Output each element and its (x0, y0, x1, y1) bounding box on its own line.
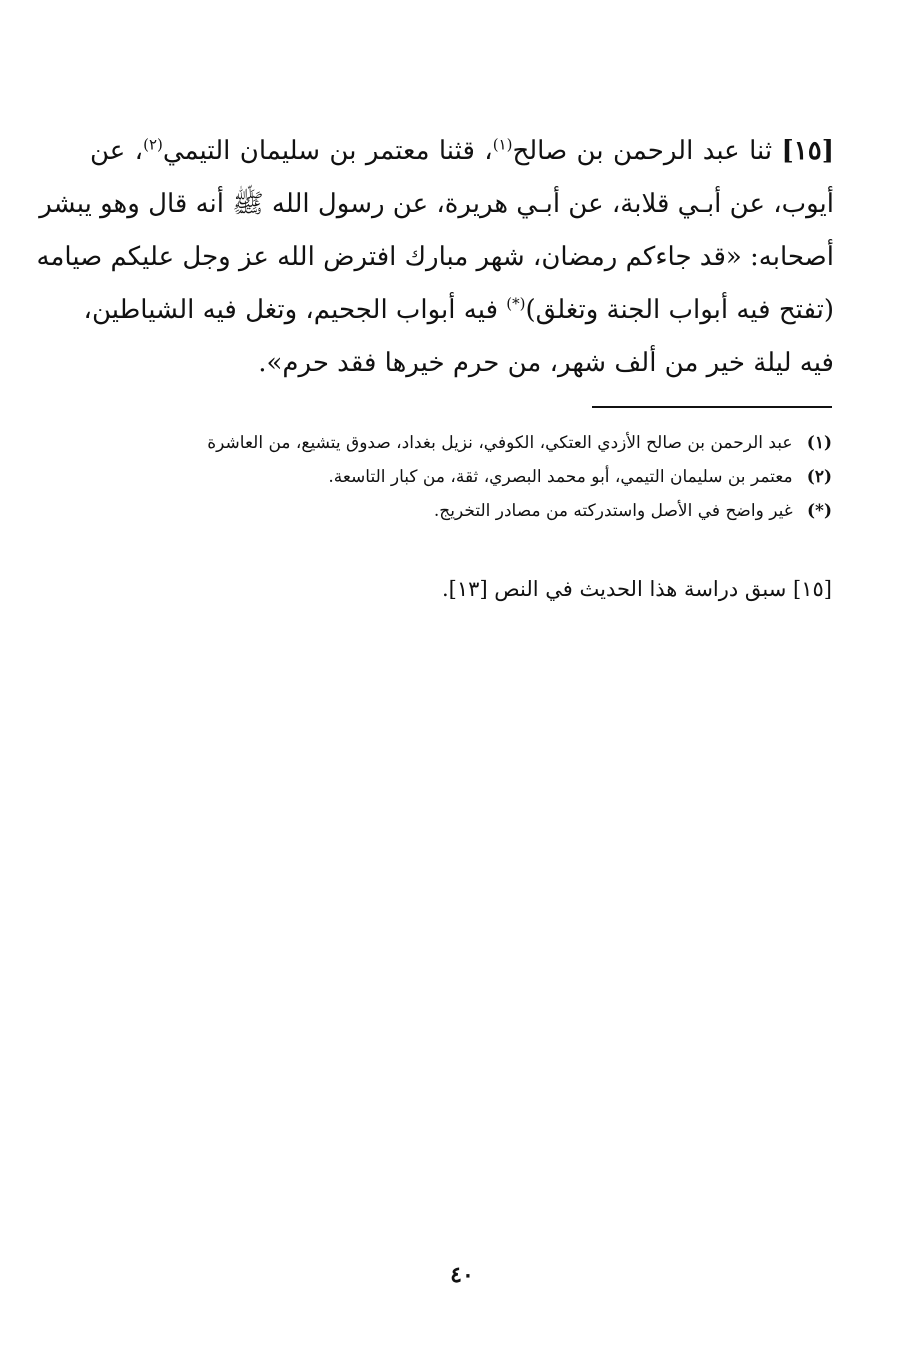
study-note: [١٥] سبق دراسة هذا الحديث في النص [١٣]. (442, 577, 832, 601)
footnote-marker: (١) (806, 433, 832, 453)
footnotes-list (88, 426, 832, 528)
page-number: ٤٠ (450, 1262, 474, 1288)
footnote-ref-2: (٢) (143, 135, 163, 154)
hadith-number: [١٥] (781, 136, 835, 166)
footnote-text: عبد الرحمن بن صالح الأزدي العتكي، الكوفي، نزيل بغداد، صدوق يتشيع، من العاشرة (207, 433, 793, 453)
hadith-line: (تفتح فيه أبواب الجنة وتغلق)(*) فيه أبواب الجحيم، وتغل فيه الشياطين، (83, 294, 834, 325)
footnote-divider (592, 406, 832, 408)
footnote-item (88, 460, 832, 494)
hadith-line: [١٥] ثنا عبد الرحمن بن صالح$^{(١)}$، قثنا معتمر بن سليمان التيمي$^{(٢)}$، عن (90, 135, 835, 166)
footnote-ref-1: (١) (492, 135, 513, 154)
hadith-text (36, 125, 835, 390)
hadith-line: فيه ليلة خير من ألف شهر، من حرم خيرها فقد حرم». (258, 348, 834, 378)
hadith-line: أيوب، عن أبـي قلابة، عن أبـي هريرة، عن رسول الله ﷺ أنه قال وهو يبشر (39, 189, 834, 219)
footnote-item (88, 494, 832, 528)
footnote-marker: (٢) (806, 467, 832, 487)
footnote-text: غير واضح في الأصل واستدركته من مصادر التخريج. (433, 501, 793, 521)
hadith-line: أصحابه: «قد جاءكم رمضان، شهر مبارك افترض الله عز وجل عليكم صيامه (36, 242, 834, 272)
footnote-marker: (*) (807, 501, 832, 521)
footnote-item (88, 426, 832, 460)
footnote-text: معتمر بن سليمان التيمي، أبو محمد البصري، ثقة، من كبار التاسعة. (328, 467, 793, 487)
footnote-ref-star: (*) (506, 294, 526, 313)
